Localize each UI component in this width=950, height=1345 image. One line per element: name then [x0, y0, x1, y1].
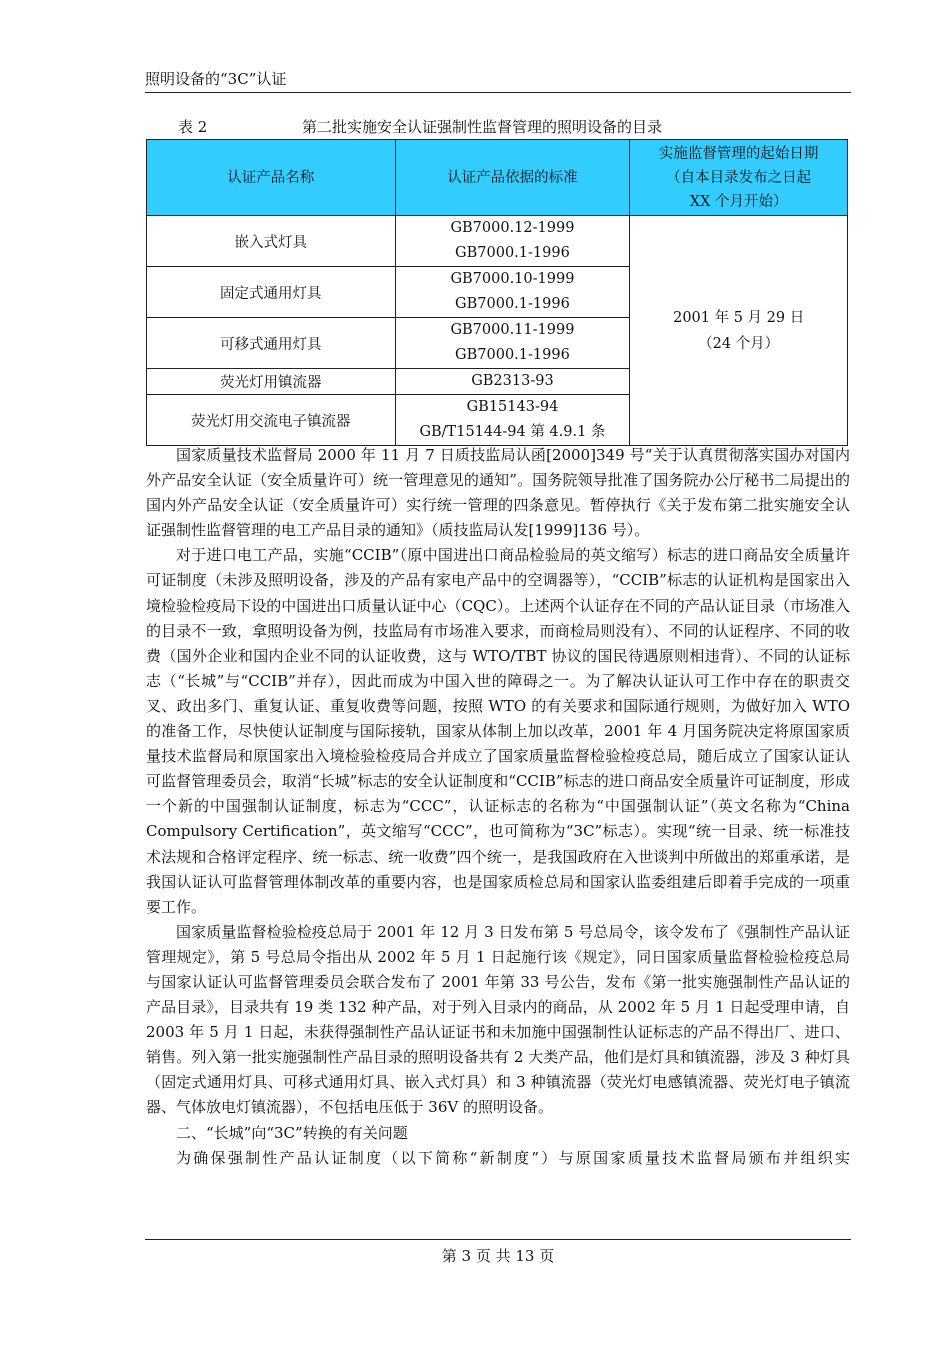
start-date-cell [630, 216, 848, 446]
page-footer [145, 1239, 851, 1266]
table-header-row [147, 140, 848, 216]
standard-line: GB7000.10-1999 [450, 271, 575, 287]
table-caption-title: 第二批实施安全认证强制性监督管理的照明设备的目录 [302, 118, 663, 136]
running-header [145, 66, 851, 93]
standard-line: GB7000.1-1996 [455, 245, 570, 261]
product-cell: 荧光灯用交流电子镇流器 [147, 395, 396, 446]
header-date [630, 140, 848, 216]
product-cell: 固定式通用灯具 [147, 267, 396, 318]
header-product: 认证产品名称 [147, 140, 396, 216]
product-cell: 可移式通用灯具 [147, 318, 396, 369]
paragraph-2: 对于进口电工产品，实施“CCIB”（原中国进出口商品检验局的英文缩写）标志的进口商品安全质量许可证制度（未涉及照明设备，涉及的产品有家电产品中的空调器等），“CCIB”标志的认证机构是国家出入境检验检疫局下设的中国进出口质量认证中心（CQC）。上述两个认证存在不同的产品认证目录（市场准入的目录不一致，拿照明设备为例，技监局有市场准入要求，而商检局则没有）、不同的认证程序、不同的收费（国外企业和国内企业不同的认证收费，这与 WTO/TBT 协议的国民待遇原则相违背）、不同的认证标志（“长城”与“CCIB”并存），因此而成为中国入世的障碍之一。为了解决认证认可工作中存在的职责交叉、政出多门、重复认证、重复收费等问题，按照 WTO 的有关要求和国际通行规则，为做好加入 WTO 的准备工作，尽快使认证制度与国际接轨，国家从体制上加以改革，2001 年 4 月国务院决定将原国家质量技术监督局和原国家出入境检验检疫局合并成立了国家质量监督检验检疫总局，随后成立了国家认证认可监督管理委员会，取消“长城”标志的安全认证制度和“CCIB”标志的进口商品安全质量许可证制度，形成一个新的中国强制认证制度，标志为“CCC”，认证标志的名称为“中国强制认证”（英文名称为“China Compulsory Certification”，英文缩写“CCC”，也可简称为“3C”标志）。实现“统一目录、统一标准技术法规和合格评定程序、统一标志、统一收费”四个统一，是我国政府在入世谈判中所做出的郑重承诺，是我国认证认可监督管理体制改革的重要内容，也是国家质检总局和国家认监委组建后即着手完成的一项重要工作。 [146, 546, 850, 916]
standard-cell [395, 318, 630, 369]
start-duration: （24 个月） [698, 335, 780, 352]
standard-line: GB15143-94 [466, 399, 559, 415]
header-date-line: XX 个月开始） [689, 193, 788, 210]
body-text [146, 443, 850, 1171]
header-date-line: 实施监督管理的起始日期 [658, 145, 819, 162]
standard-line: GB7000.1-1996 [455, 347, 570, 363]
paragraph-3: 国家质量监督检验检疫总局于 2001 年 12 月 3 日发布第 5 号总局令，该令发布了《强制性产品认证管理规定》，第 5 号总局令指出从 2002 年 5 月 1 日起施行该《规定》，同日国家质量监督检验检疫总局与国家认证认可监督管理委员会联合发布了 2001 年第 33 号公告，发布《第一批实施强制性产品认证的产品目录》，目录共有 19 类 132 种产品，对于列入目录内的商品，从 2002 年 5 月 1 日起受理申请，自 2003 年 5 月 1 日起，未获得强制性产品认证证书和未加施中国强制性认证标志的产品不得出厂、进口、销售。列入第一批实施强制性产品目录的照明设备共有 2 大类产品，他们是灯具和镇流器，涉及 3 种灯具（固定式通用灯具、可移式通用灯具、嵌入式灯具）和 3 种镇流器（荧光灯电感镇流器、荧光灯电子镇流器、气体放电灯镇流器），不包括电压低于 36V 的照明设备。 [146, 922, 850, 1117]
section-heading: 二、“长城”向“3C”转换的有关问题 [176, 1123, 408, 1142]
standard-line: GB7000.12-1999 [450, 220, 575, 236]
start-date: 2001 年 5 月 29 日 [673, 309, 805, 326]
table-caption-number: 表 2 [178, 118, 208, 136]
page-number: 第 3 页 共 13 页 [441, 1247, 555, 1265]
paragraph-1: 国家质量技术监督局 2000 年 11 月 7 日质技监局认函[2000]349 号“关于认真贯彻落实国办对国内外产品安全认证（安全质量许可）统一管理意见的通知”。国务院领导批准了国务院办公厅秘书二局提出的国内外产品安全认证（安全质量许可）实行统一管理的四条意见。暂停执行《关于发布第二批实施安全认证强制性监督管理的电工产品目录的通知》（质技监局认发[1999]136 号）。 [146, 446, 850, 540]
standard-cell [395, 369, 630, 395]
standard-line: GB7000.11-1999 [450, 322, 575, 338]
standard-line: GB7000.1-1996 [455, 296, 570, 312]
header-standard: 认证产品依据的标准 [395, 140, 630, 216]
product-cell: 嵌入式灯具 [147, 216, 396, 267]
table-row [147, 216, 848, 267]
lighting-catalog-table [146, 139, 848, 446]
standard-cell [395, 216, 630, 267]
product-cell: 荧光灯用镇流器 [147, 369, 396, 395]
standard-cell [395, 267, 630, 318]
standard-line: GB2313-93 [471, 373, 554, 389]
header-date-line: （自本目录发布之日起 [666, 169, 812, 186]
header-title: 照明设备的“3C”认证 [145, 70, 287, 88]
paragraph-5: 为确保强制性产品认证制度（以下简称“新制度”）与原国家质量技术监督局颁布并组织实 [176, 1148, 850, 1167]
standard-line: GB/T15144-94 第 4.9.1 条 [419, 424, 606, 440]
standard-cell [395, 395, 630, 446]
